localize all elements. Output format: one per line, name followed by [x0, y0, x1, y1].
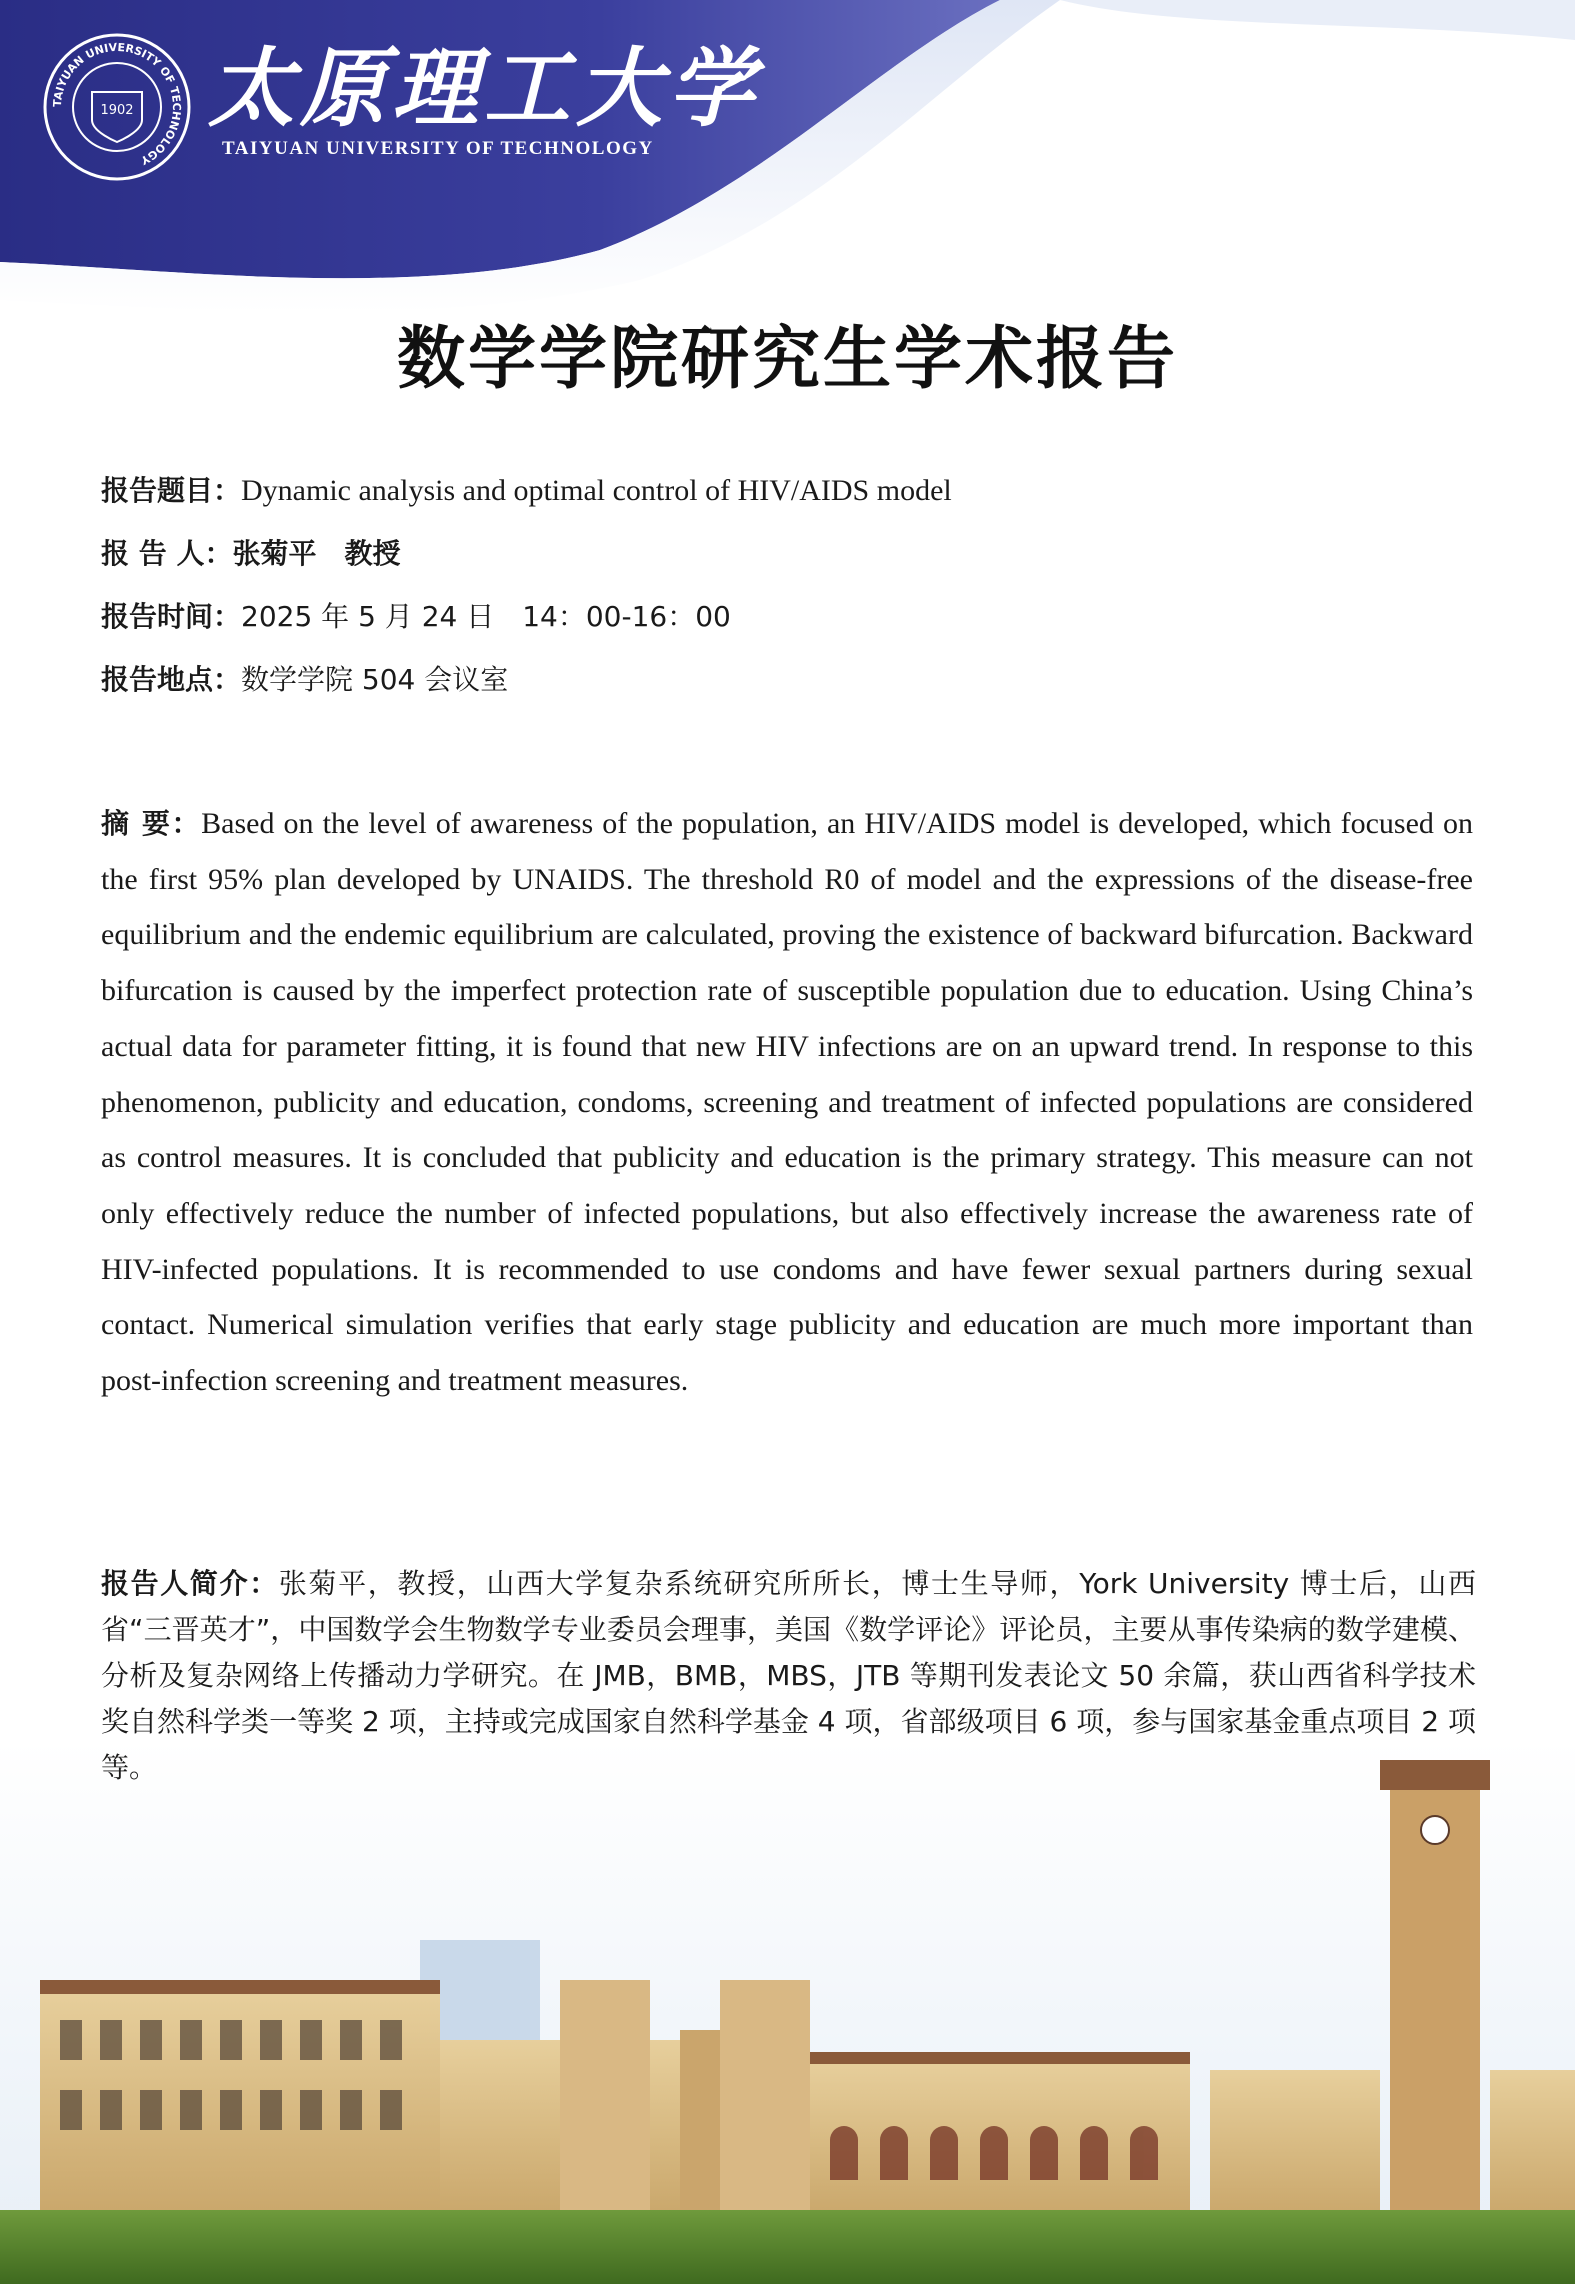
seal-year: 1902	[100, 103, 134, 118]
university-name-cn: 太原理工大学	[208, 38, 760, 139]
bio-label: 报告人简介：	[101, 1567, 279, 1600]
info-value: 张菊平 教授	[232, 537, 401, 570]
speaker-bio-paragraph	[101, 1561, 1476, 1791]
bio-text: 张菊平，教授，山西大学复杂系统研究所所长，博士生导师，York University 博士后，山西省“三晋英才”，中国数学会生物数学专业委员会理事，美国《数学评论》评论员，主要从事传染病的数学建模、分析及复杂网络上传播动力学研究。在 JMB，BMB，MBS，JTB 等期刊发表论文 50 余篇，获山西省科学技术奖自然科学类一等奖 2 项，主持或完成国家自然科学基金 4 项，省部级项目 6 项，参与国家基金重点项目 2 项等。	[101, 1567, 1476, 1784]
seal-ring-text: TAIYUAN UNIVERSITY OF TECHNOLOGY	[50, 40, 184, 168]
abstract-paragraph	[101, 796, 1473, 1409]
info-row-topic	[101, 470, 1481, 533]
info-label: 报告时间：	[101, 600, 242, 633]
info-value: 2025 年 5 月 24 日 14：00-16：00	[241, 600, 731, 633]
info-label: 报告题目：	[101, 474, 242, 507]
info-row-time	[101, 596, 1481, 659]
info-value: 数学学院 504 会议室	[241, 663, 509, 696]
university-seal-logo	[42, 32, 192, 182]
info-label: 报告地点：	[101, 663, 242, 696]
university-name-en: TAIYUAN UNIVERSITY OF TECHNOLOGY	[222, 138, 654, 159]
page-title: 数学学院研究生学术报告	[396, 320, 1178, 399]
abstract-text: Based on the level of awareness of the population, an HIV/AIDS model is developed, which focused on the first 95% plan developed by UNAIDS. The threshold R0 of model and the expressions of the disease-free equilibrium and the endemic equilibrium are calculated, proving the existence of backward bifurcation. Backward bifurcation is caused by the imperfect protection rate of susceptible population due to education. Using China’s actual data for parameter fitting, it is found that new HIV infections are on an upward trend. In response to this phenomenon, publicity and education, condoms, screening and treatment of infected populations are considered as control measures. It is concluded that publicity and education is the primary strategy. This measure can not only effectively reduce the number of infected populations, but also effectively increase the awareness rate of HIV-infected populations. It is recommended to use condoms and have fewer sexual partners during sexual contact. Numerical simulation verifies that early stage publicity and education are much more important than post-infection screening and treatment measures.	[101, 807, 1474, 1398]
abstract-label: 摘 要：	[101, 807, 202, 840]
info-row-location	[101, 659, 1481, 722]
info-value: Dynamic analysis and optimal control of HIV/AIDS model	[241, 474, 952, 507]
campus-building-image	[0, 1740, 1575, 2284]
info-row-speaker	[101, 533, 1481, 596]
report-info	[101, 470, 1481, 722]
info-label: 报 告 人：	[101, 537, 233, 570]
